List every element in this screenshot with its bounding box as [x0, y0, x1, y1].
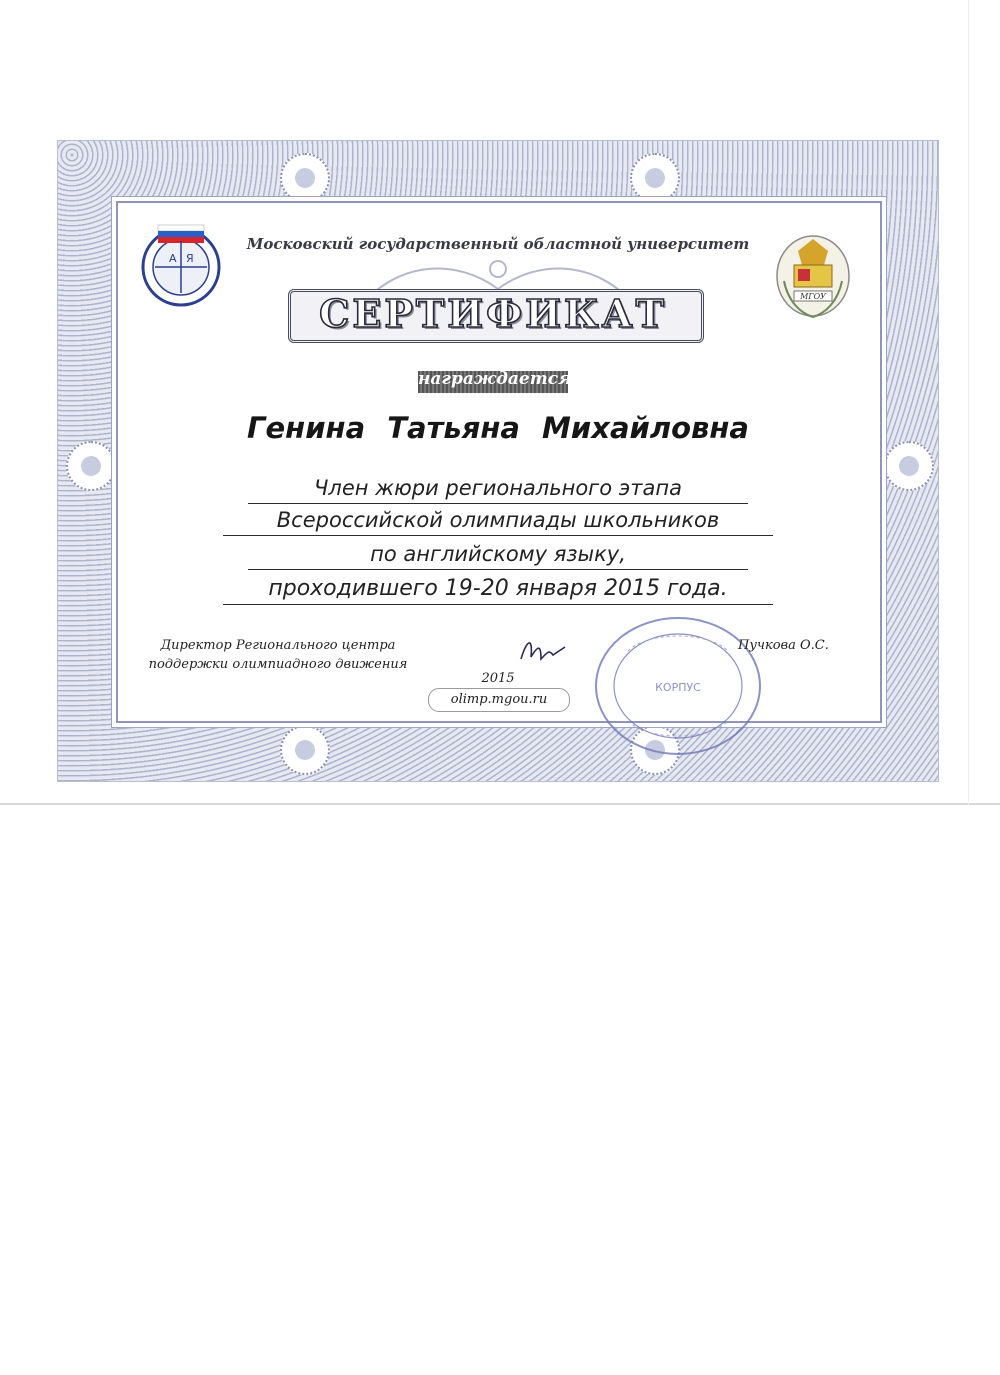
awarded-label: награждается: [418, 369, 572, 389]
stamp-text: КОРПУС: [655, 681, 701, 694]
signer-name: Пучкова О.С.: [738, 638, 829, 653]
crest-icon: [280, 725, 330, 775]
signature-icon: [513, 629, 583, 674]
crest-icon: [884, 441, 934, 491]
description-line-4: проходившего 19-20 января 2015 года.: [268, 576, 728, 601]
description-line-2: Всероссийской олимпиады школьников: [276, 508, 720, 532]
website-link[interactable]: olimp.mgou.ru: [428, 688, 570, 712]
certificate: [57, 140, 939, 782]
certificate-title: СЕРТИФИКАТ: [319, 291, 667, 336]
university-emblem: [770, 221, 856, 321]
svg-text:А: А: [169, 252, 177, 265]
official-stamp-icon: [588, 611, 768, 761]
director-line-2: поддержки олимпиадного движения: [148, 657, 408, 672]
university-name: Московский государственный областной университет: [246, 235, 750, 253]
director-title: [128, 636, 428, 674]
underline: [223, 604, 773, 605]
recipient-name: Генина Татьяна Михайловна: [247, 411, 749, 445]
scan-edge-right: [968, 0, 969, 805]
description-line-3: по английскому языку,: [370, 542, 626, 566]
director-line-1: Директор Регионального центра: [160, 638, 396, 653]
emblem-text: МГОУ: [800, 292, 826, 301]
crest-icon: [280, 153, 330, 203]
crest-icon: [630, 153, 680, 203]
olympiad-logo: [136, 219, 226, 309]
scan-edge: [0, 803, 1000, 805]
crest-icon: [66, 441, 116, 491]
svg-text:Я: Я: [186, 252, 194, 265]
underline: [248, 503, 748, 504]
underline: [248, 569, 748, 570]
description-line-1: Член жюри регионального этапа: [314, 476, 682, 500]
issue-year: 2015: [481, 671, 515, 686]
underline: [223, 535, 773, 536]
